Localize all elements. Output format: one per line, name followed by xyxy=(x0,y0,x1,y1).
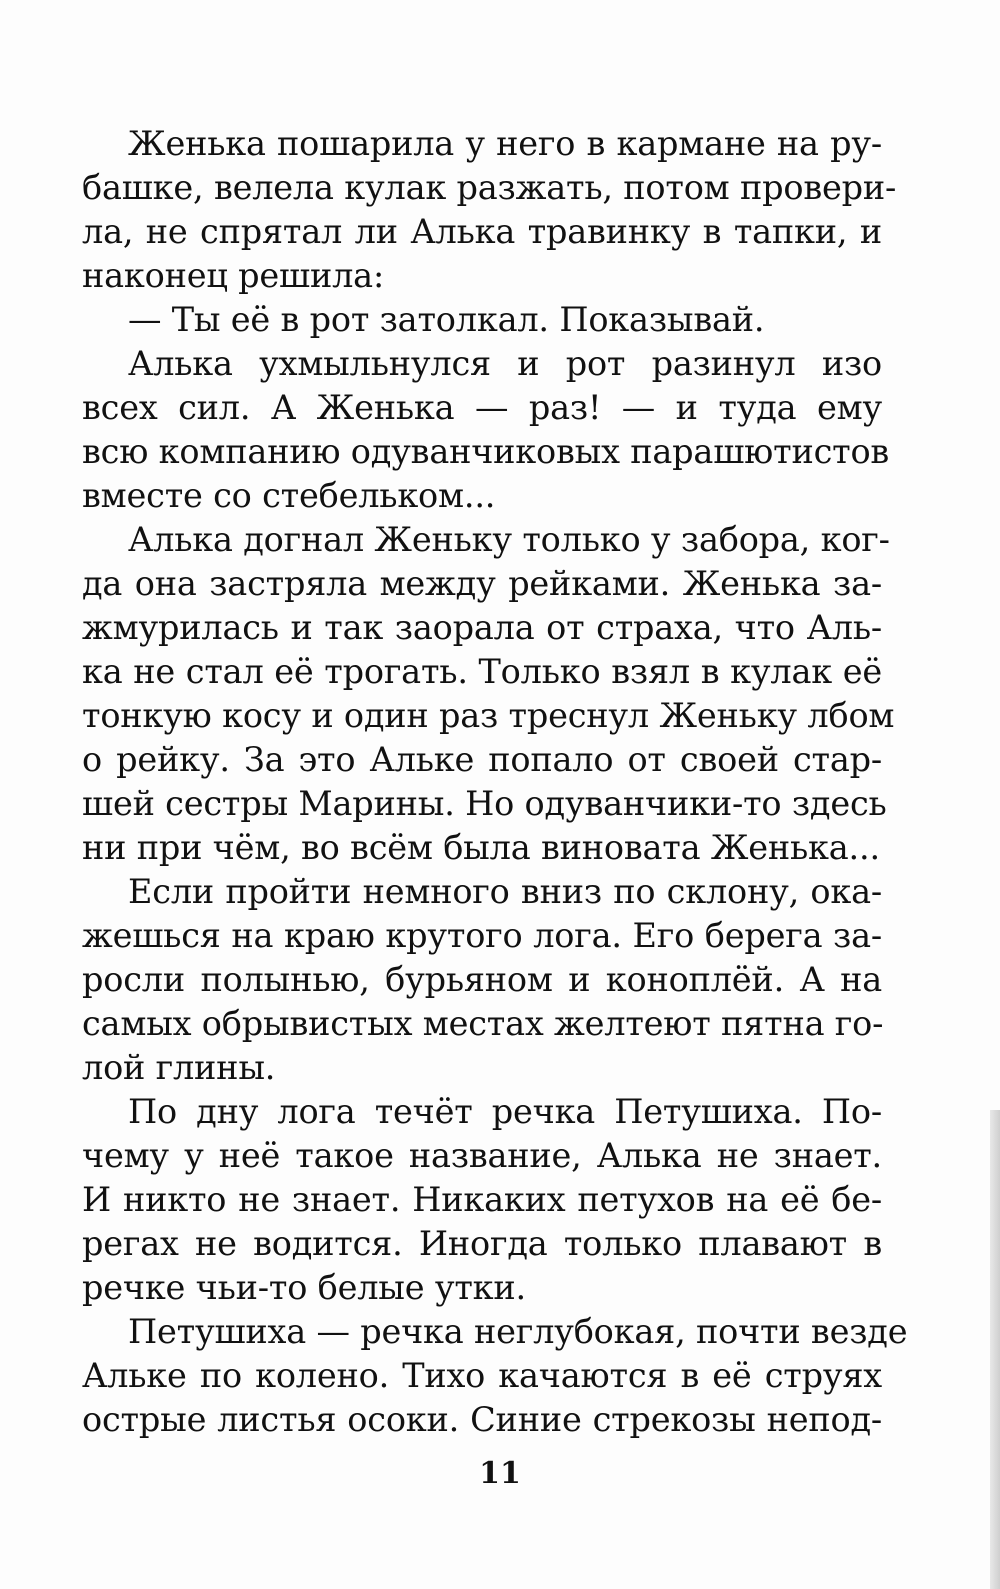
text-line: По дну лога течёт речка Петушиха. По- xyxy=(128,1092,882,1131)
text-line: Женька пошарила у него в кармане на ру- xyxy=(128,124,882,163)
text-line: башке, велела кулак разжать, потом провери- xyxy=(82,168,897,207)
text-line: — Ты её в рот затолкал. Показывай. xyxy=(128,300,765,339)
text-line: да она застряла между рейками. Женька за- xyxy=(82,564,882,603)
text-line: вместе со стебельком... xyxy=(82,476,496,515)
text-line: шей сестры Марины. Но одуванчики-то здесь xyxy=(82,784,887,823)
text-line: ка не стал её трогать. Только взял в кулак её xyxy=(82,652,882,691)
text-line: всех сил. А Женька — раз! — и туда ему xyxy=(82,388,882,427)
text-line: ла, не спрятал ли Алька травинку в тапки, и xyxy=(82,212,882,251)
text-line: Алька догнал Женьку только у забора, ког- xyxy=(128,520,890,559)
page-number: 11 xyxy=(479,1456,521,1491)
text-line: о рейку. За это Альке попало от своей стар- xyxy=(82,740,882,779)
page-edge-shadow xyxy=(990,1110,1000,1589)
text-line: всю компанию одуванчиковых парашютистов xyxy=(82,432,890,471)
text-line: чему у неё такое название, Алька не знает. xyxy=(82,1136,882,1175)
text-line: Если пройти немного вниз по склону, ока- xyxy=(128,872,882,911)
text-line: самых обрывистых местах желтеют пятна го- xyxy=(82,1004,884,1043)
text-line: острые листья осоки. Синие стрекозы непод- xyxy=(82,1400,882,1439)
text-line: жешься на краю крутого лога. Его берега за- xyxy=(82,916,882,955)
body-text xyxy=(82,122,908,1442)
text-line: тонкую косу и один раз треснул Женьку лбом xyxy=(82,696,895,735)
text-line: регах не водится. Иногда только плавают в xyxy=(82,1224,882,1263)
text-line: Альке по колено. Тихо качаются в её струях xyxy=(82,1356,882,1395)
text-line: Алька ухмыльнулся и рот разинул изо xyxy=(128,344,882,383)
text-line: ни при чём, во всём была виновата Женька... xyxy=(82,828,880,867)
text-line: Петушиха — речка неглубокая, почти везде xyxy=(128,1312,908,1351)
text-line: И никто не знает. Никаких петухов на её бе- xyxy=(82,1180,882,1219)
text-line: речке чьи-то белые утки. xyxy=(82,1268,526,1307)
text-line: жмурилась и так заорала от страха, что Аль- xyxy=(82,608,882,647)
text-line: наконец решила: xyxy=(82,256,385,295)
text-line: росли полынью, бурьяном и коноплёй. А на xyxy=(82,960,882,999)
text-line: лой глины. xyxy=(82,1048,276,1087)
